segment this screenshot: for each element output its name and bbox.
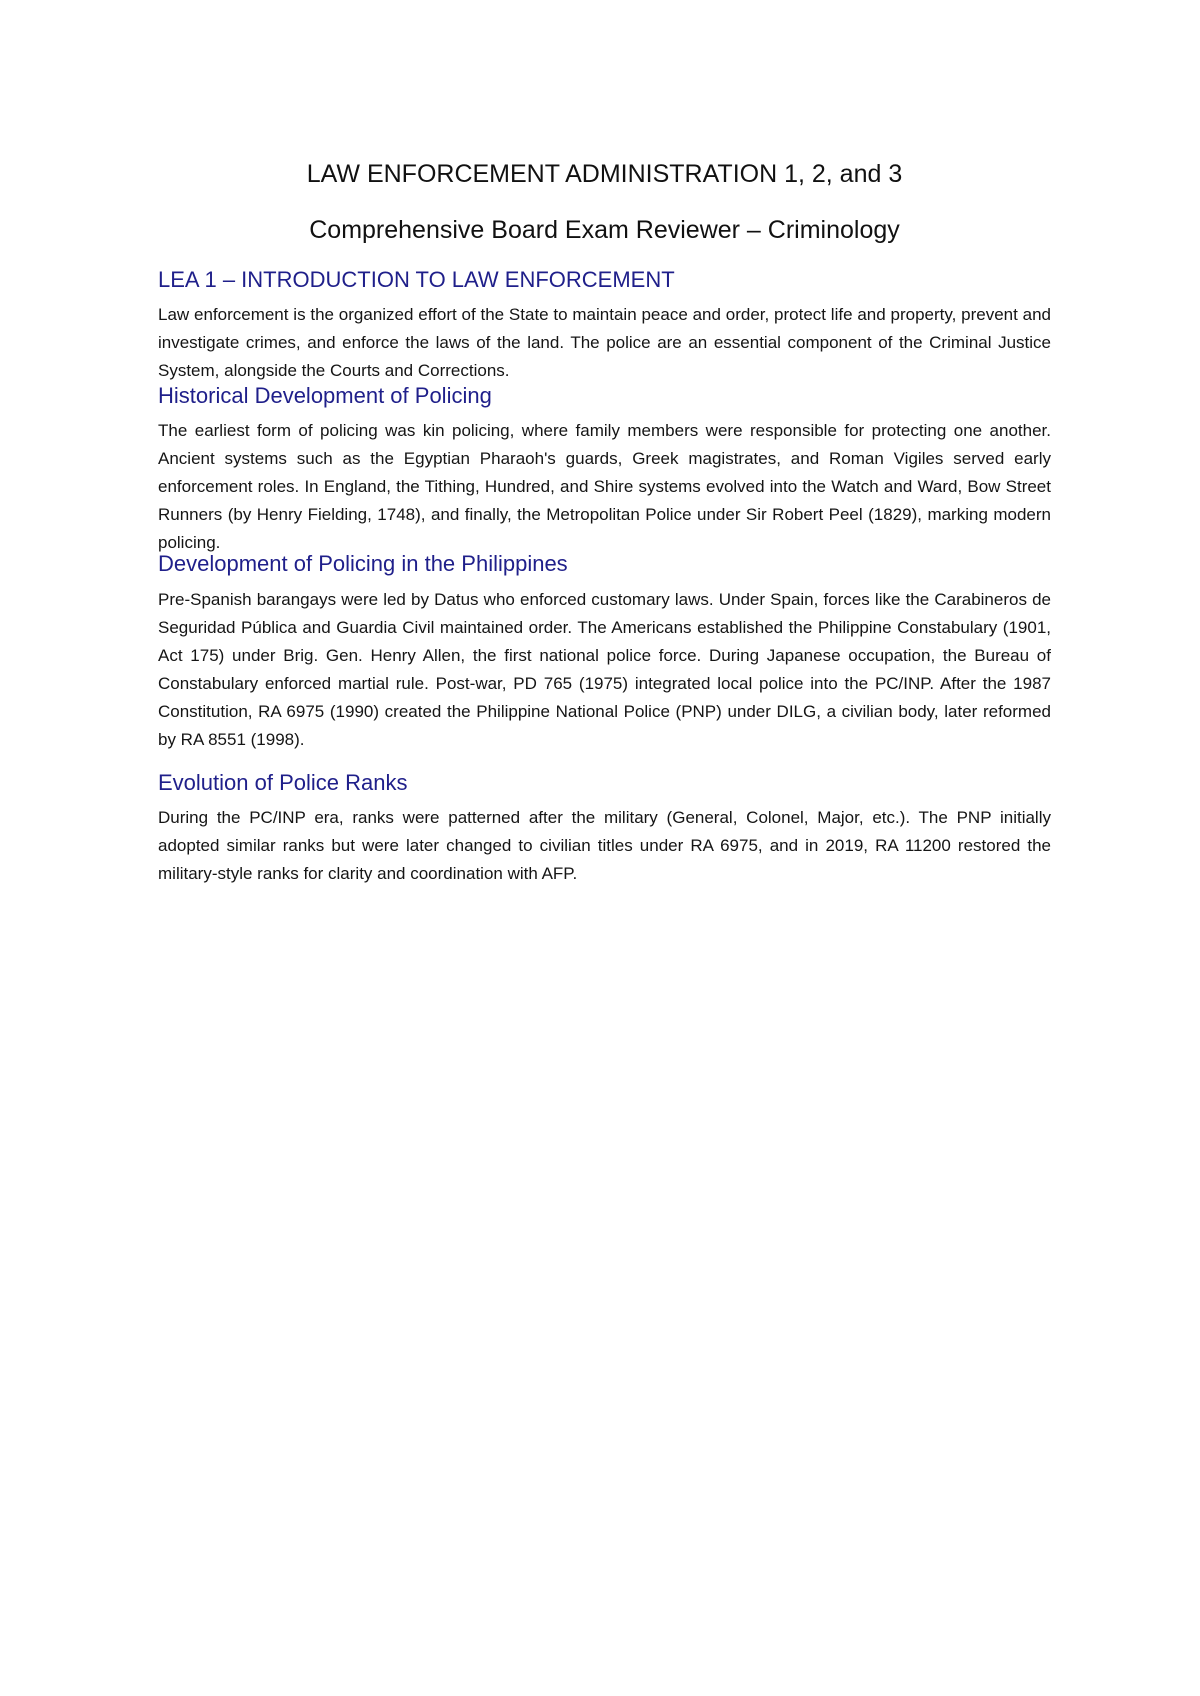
paragraph-police-ranks: During the PC/INP era, ranks were patterned after the military (General, Colonel, Major, etc.). The PNP initially adopted similar ranks but were later changed to civilian titles under RA 6975, and in 2019, RA 11200 restored the military-style ranks for clarity and coordination with AFP. [158,808,1051,883]
section-intro-paragraph: Law enforcement is the organized effort of the State to maintain peace and order, protect life and property, prevent and investigate crimes, and enforce the laws of the land. The police are an essential component of the Criminal Justice System, alongside the Courts and Corrections. [158,305,1051,380]
subheading-police-ranks: Evolution of Police Ranks [158,770,408,795]
document-title: LAW ENFORCEMENT ADMINISTRATION 1, 2, and 3 [306,160,903,188]
paragraph-historical-development: The earliest form of policing was kin policing, where family members were responsible for protecting one another. Ancient systems such as the Egyptian Pharaoh's guards, Greek magistrates, and Roman Vigiles served early enforcement roles. In England, the Tithing, Hundred, and Shire systems evolved into the Watch and Ward, Bow Street Runners (by Henry Fielding, 1748), and finally, the Metropolitan Police under Sir Robert Peel (1829), marking modern policing. [158,421,1051,552]
subheading-historical-development: Historical Development of Policing [158,383,492,408]
section-heading-lea1: LEA 1 – INTRODUCTION TO LAW ENFORCEMENT [158,267,675,292]
subheading-philippine-policing: Development of Policing in the Philippines [158,551,568,576]
paragraph-philippine-policing: Pre-Spanish barangays were led by Datus who enforced customary laws. Under Spain, forces like the Carabineros de Seguridad Pública and Guardia Civil maintained order. The Americans established the Philippine Constabulary (1901, Act 175) under Brig. Gen. Henry Allen, the first national police force. During Japanese occupation, the Bureau of Constabulary enforced martial rule. Post-war, PD 765 (1975) integrated local police into the PC/INP. After the 1987 Constitution, RA 6975 (1990) created the Philippine National Police (PNP) under DILG, a civilian body, later reformed by RA 8551 (1998). [158,590,1051,749]
document-subtitle: Comprehensive Board Exam Reviewer – Criminology [309,216,900,244]
